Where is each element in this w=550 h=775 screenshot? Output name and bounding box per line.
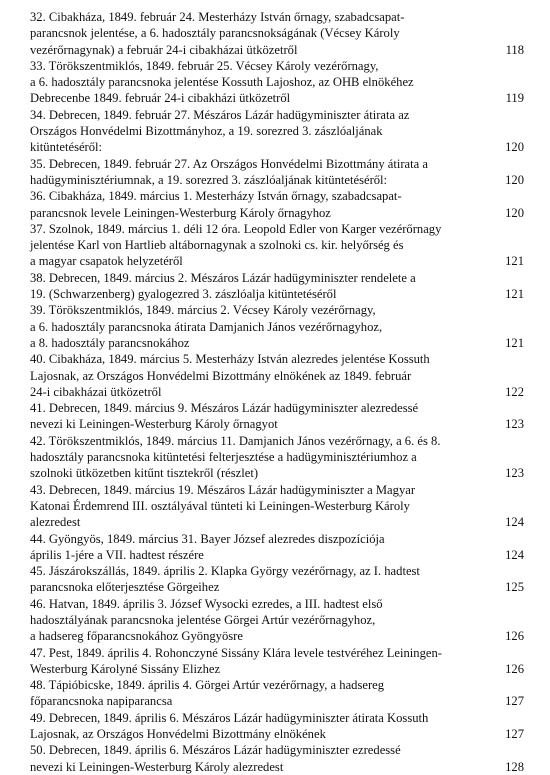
toc-entry-line: 32. Cibakháza, 1849. február 24. Mesterházy István őrnagy, szabadcsapat-: [30, 10, 405, 24]
toc-entry-line: 39. Törökszentmiklós, 1849. március 2. Vécsey Károly vezérőrnagy,: [30, 303, 376, 318]
table-of-contents: [30, 9, 530, 775]
toc-entry-line: a 6. hadosztály parancsnoka átirata Damjanich János vezérőrnagyhoz,: [30, 319, 383, 334]
toc-entry-line: 43. Debrecen, 1849. március 19. Mészáros Lázár hadügyminiszter a Magyar: [30, 482, 416, 497]
toc-entry: [30, 351, 530, 400]
toc-entry: [30, 596, 530, 645]
toc-entry: [30, 742, 530, 775]
toc-entry-line: Lajosnak, az Országos Honvédelmi Bizottmány elnökének az 1849. február: [30, 368, 412, 383]
toc-entry-line: 41. Debrecen, 1849. március 9. Mészáros Lázár hadügyminiszter alezredessé: [30, 401, 419, 416]
toc-entry-line: jelentése Karl von Hartlieb altábornagynak a szolnoki cs. kir. helyőrség és: [30, 238, 404, 253]
toc-page-number: 121: [505, 335, 524, 350]
toc-entry-line: Lajosnak, az Országos Honvédelmi Bizottmány elnökének: [30, 727, 326, 742]
toc-entry-line: 42. Törökszentmiklós, 1849. március 11. Damjanich János vezérőrnagy, a 6. és 8.: [30, 433, 441, 448]
toc-entry: [30, 221, 530, 270]
toc-entry-line: parancsnoka előterjesztése Görgeihez: [30, 580, 220, 595]
toc-entry-line: Országos Honvédelmi Bizottmányhoz, a 19. sorezred 3. zászlóaljának: [30, 124, 383, 139]
toc-page-number: 124: [505, 515, 524, 530]
toc-entry-line: 35. Debrecen, 1849. február 27. Az Országos Honvédelmi Bizottmány átirata a: [30, 156, 428, 171]
toc-page-number: 121: [505, 287, 524, 302]
toc-entry-line: a hadsereg főparancsnokához Gyöngyösre: [30, 629, 243, 644]
toc-page-number: 120: [505, 172, 524, 187]
toc-entry-line: vezérőrnagynak) a február 24-i cibakházai ütközetről: [30, 42, 298, 57]
toc-entry-line: a magyar csapatok helyzetéről: [30, 254, 183, 269]
toc-entry: [30, 563, 530, 596]
toc-entry-line: 47. Pest, 1849. április 4. Rohonczyné Sissány Klára levele testvéréhez Leiningen-: [30, 645, 442, 660]
toc-entry-line: 48. Tápióbicske, 1849. április 4. Görgei Artúr vezérőrnagy, a hadsereg: [30, 678, 385, 693]
toc-entry-line: 49. Debrecen, 1849. április 6. Mészáros Lázár hadügyminiszter átirata Kossuth: [30, 710, 429, 725]
toc-entry: [30, 710, 530, 743]
toc-entry-line: a 6. hadosztály parancsnoka jelentése Kossuth Lajoshoz, az OHB elnökéhez: [30, 75, 414, 90]
toc-entry-line: 38. Debrecen, 1849. március 2. Mészáros Lázár hadügyminiszter rendelete a: [30, 270, 416, 285]
toc-entry: [30, 433, 530, 482]
toc-entry-line: 34. Debrecen, 1849. február 27. Mészáros Lázár hadügyminiszter átirata az: [30, 107, 410, 122]
toc-page-number: 126: [505, 629, 524, 644]
toc-page-number: 121: [505, 254, 524, 269]
toc-entry-line: 37. Szolnok, 1849. március 1. déli 12 óra. Leopold Edler von Karger vezérőrnagy: [30, 221, 442, 236]
toc-entry-line: hadosztály parancsnoka kitüntetési felterjesztése a hadügyminisztériumhoz a: [30, 450, 417, 465]
toc-entry-line: Westerburg Károlyné Sissány Elizhez: [30, 661, 221, 676]
toc-page-number: 128: [505, 759, 524, 774]
toc-entry-line: 19. (Schwarzenberg) gyalogezred 3. zászlóalja kitüntetéséről: [30, 287, 337, 302]
toc-page-number: 123: [505, 466, 524, 481]
toc-entry: [30, 302, 530, 351]
toc-page-number: 126: [505, 661, 524, 676]
toc-page-number: 127: [505, 727, 524, 742]
toc-entry: [30, 58, 530, 107]
toc-entry-line: április 1-jére a VII. hadtest részére: [30, 547, 204, 562]
toc-entry-line: alezredest: [30, 515, 81, 530]
toc-entry-line: főparancsnoka napiparancsa: [30, 694, 173, 709]
toc-page-number: 127: [505, 694, 524, 709]
toc-entry-line: 40. Cibakháza, 1849. március 5. Mesterházy István alezredes jelentése Kossuth: [30, 352, 430, 367]
toc-entry-line: 45. Jászárokszállás, 1849. április 2. Klapka György vezérőrnagy, az I. hadtest: [30, 564, 420, 579]
toc-entry-line: Katonai Érdemrend III. osztályával tünteti ki Leiningen-Westerburg Károly: [30, 498, 410, 513]
toc-entry-line: 44. Gyöngyös, 1849. március 31. Bayer József alezredes diszpozíciója: [30, 531, 385, 546]
toc-entry: [30, 188, 530, 221]
toc-page-number: 120: [505, 205, 524, 220]
toc-entry: [30, 645, 530, 678]
toc-page-number: 120: [505, 140, 524, 155]
toc-entry-line: nevezi ki Leiningen-Westerburg Károly őrnagyot: [30, 417, 278, 432]
toc-page-number: 118: [505, 42, 524, 57]
toc-entry-line: 24-i cibakházai ütközetről: [30, 384, 162, 399]
toc-entry: [30, 677, 530, 710]
toc-entry-line: 46. Hatvan, 1849. április 3. József Wysocki ezredes, a III. hadtest első: [30, 596, 383, 611]
toc-entry-line: parancsnok jelentése, a 6. hadosztály parancsnokságának (Vécsey Károly: [30, 26, 400, 41]
toc-entry-line: kitüntetéséről:: [30, 140, 103, 155]
toc-entry-line: 50. Debrecen, 1849. április 6. Mészáros Lázár hadügyminiszter ezredessé: [30, 743, 401, 758]
toc-entry: [30, 270, 530, 303]
toc-entry: [30, 9, 530, 58]
toc-entry-line: 36. Cibakháza, 1849. március 1. Mesterházy István őrnagy, szabadcsapat-: [30, 189, 402, 204]
toc-page-number: 124: [505, 547, 524, 562]
toc-entry: [30, 482, 530, 531]
toc-entry: [30, 531, 530, 564]
toc-page-number: 119: [505, 91, 524, 106]
toc-page-number: 125: [505, 580, 524, 595]
toc-entry: [30, 156, 530, 189]
toc-entry-line: hadosztályának parancsnoka jelentése Görgei Artúr vezérőrnagyhoz,: [30, 612, 376, 627]
toc-entry-line: hadügyminisztériumnak, a 19. sorezred 3. zászlóaljának kitüntetéséről:: [30, 172, 388, 187]
toc-entry: [30, 107, 530, 156]
toc-entry-line: 33. Törökszentmiklós, 1849. február 25. Vécsey Károly vezérőrnagy,: [30, 58, 379, 73]
toc-entry-line: parancsnok levele Leiningen-Westerburg Károly őrnagyhoz: [30, 205, 331, 220]
toc-entry-line: nevezi ki Leiningen-Westerburg Károly alezredest: [30, 759, 284, 774]
toc-entry: [30, 400, 530, 433]
toc-page-number: 123: [505, 417, 524, 432]
toc-entry-line: Debrecenbe 1849. február 24-i cibakházi ütközetről: [30, 91, 291, 106]
toc-entry-line: szolnoki ütközetben kitűnt tisztekről (részlet): [30, 466, 259, 481]
toc-page-number: 122: [505, 384, 524, 399]
toc-entry-line: a 8. hadosztály parancsnokához: [30, 335, 190, 350]
